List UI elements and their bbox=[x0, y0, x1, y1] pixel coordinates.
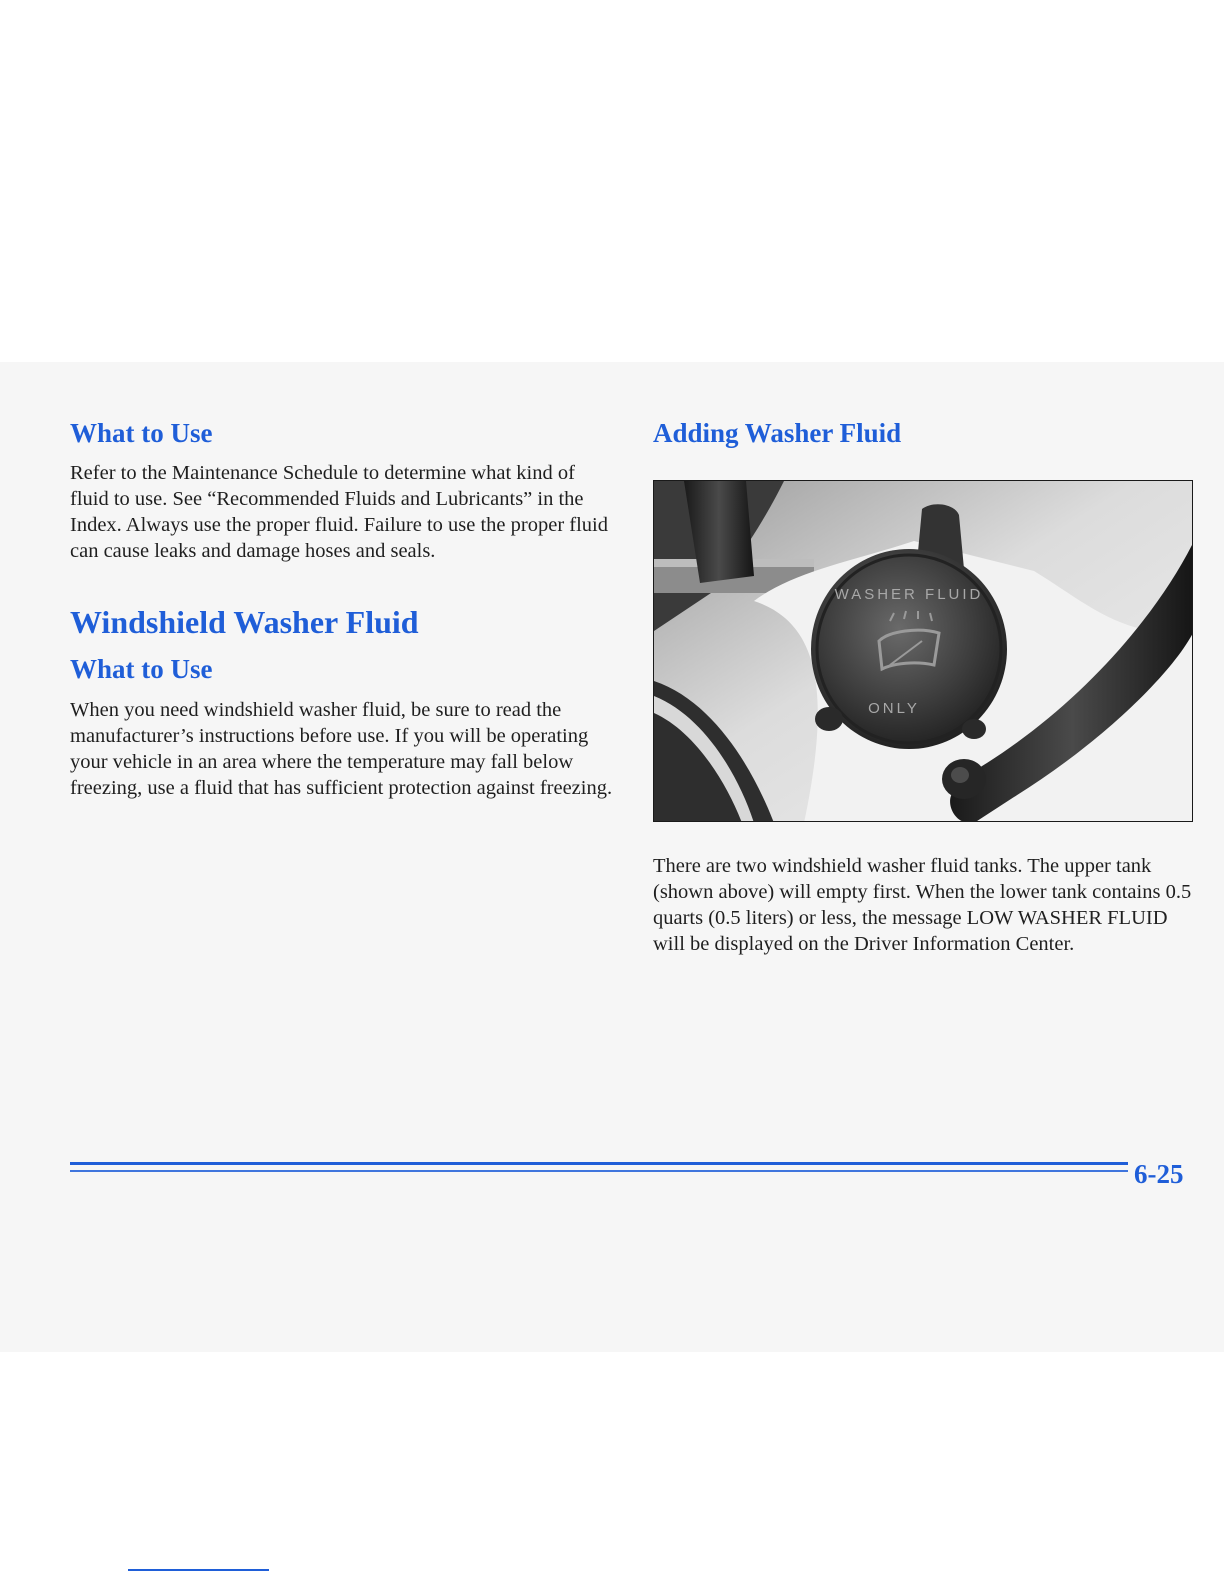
bottom-rule bbox=[128, 1569, 269, 1571]
section-heading-what-to-use: What to Use bbox=[70, 418, 213, 448]
cap-text-top: WASHER FLUID bbox=[834, 586, 984, 603]
footer-rule-bottom bbox=[70, 1170, 1128, 1172]
section-heading-what-to-use-2: What to Use bbox=[70, 654, 213, 684]
page-number: 6-25 bbox=[1134, 1159, 1184, 1189]
adding-washer-fluid-paragraph: There are two windshield washer fluid tanks. The upper tank (shown above) will empty first. When the lower tank contains 0.5 quarts (0.5 liters) or less, the message LOW WASHER FLUID will be displayed on the Driver Information Center. bbox=[653, 855, 1192, 955]
footer-rule-top bbox=[70, 1162, 1128, 1165]
what-to-use-paragraph: Refer to the Maintenance Schedule to determine what kind of fluid to use. See “Recommended Fluids and Lubricants” in the Index. Always use the proper fluid. Failure to use the proper fluid can cause leaks and damage hoses and seals. bbox=[70, 462, 608, 562]
section-heading-adding-washer-fluid: Adding Washer Fluid bbox=[653, 418, 902, 448]
washer-fluid-paragraph: When you need windshield washer fluid, be sure to read the manufacturer’s instructions before use. If you will be operating your vehicle in an area where the temperature may fall below freezing, use a fluid that has sufficient protection against freezing. bbox=[70, 699, 613, 799]
cap-text-bottom: ONLY bbox=[868, 700, 920, 717]
washer-fluid-cap-photo bbox=[653, 480, 1193, 822]
page-title-windshield-washer-fluid: Windshield Washer Fluid bbox=[70, 604, 419, 640]
washer-cap-illustration bbox=[654, 481, 1193, 822]
